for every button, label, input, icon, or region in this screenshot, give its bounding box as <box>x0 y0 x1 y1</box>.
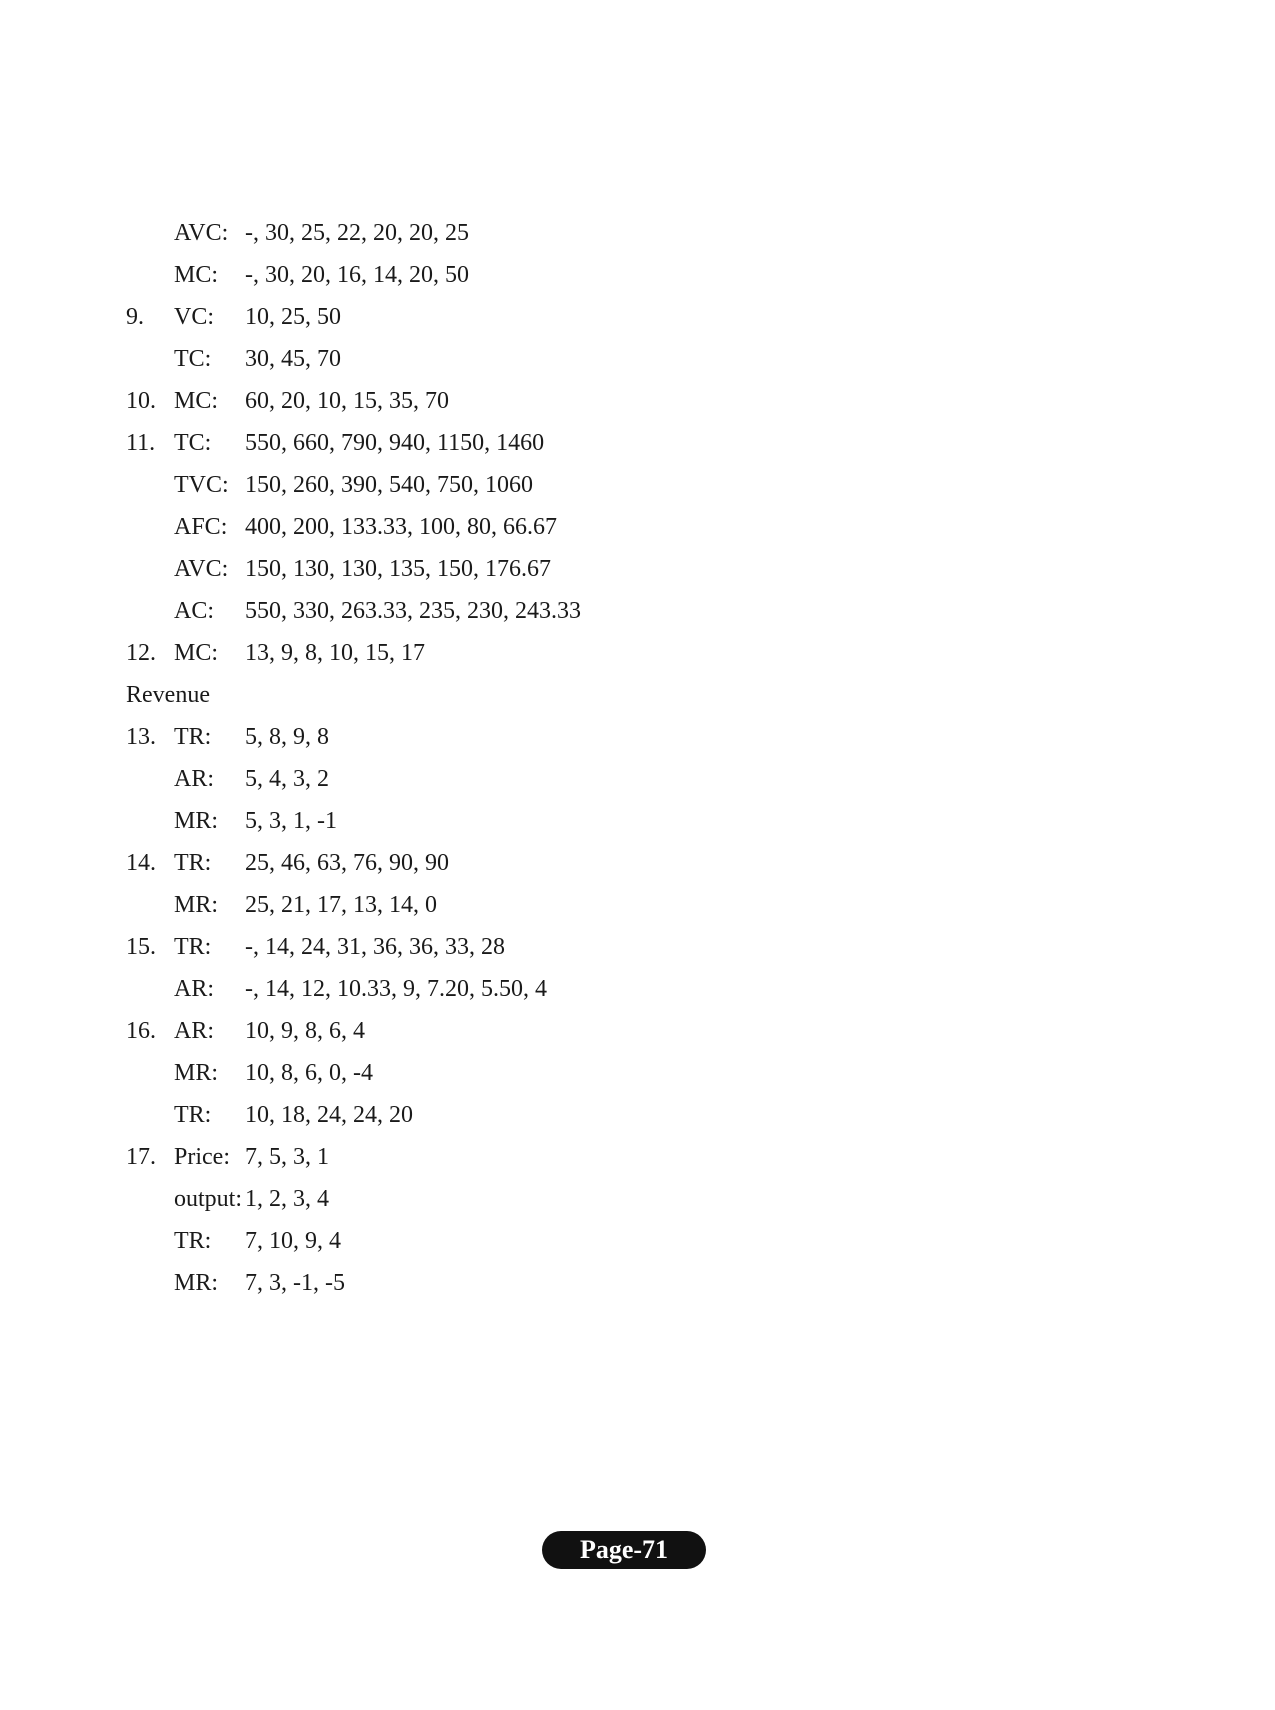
item-values: 10, 18, 24, 24, 20 <box>245 1102 413 1128</box>
item-number: 15. <box>126 934 156 960</box>
list-item <box>126 338 1026 380</box>
item-number: 17. <box>126 1144 156 1170</box>
list-item <box>126 884 1026 926</box>
list-item <box>126 380 1026 422</box>
item-label: AR: <box>174 1018 215 1044</box>
section-heading: Revenue <box>126 682 210 708</box>
list-item <box>126 1178 1026 1220</box>
item-values: 10, 25, 50 <box>245 304 341 330</box>
item-label: MC: <box>174 262 219 288</box>
item-values: 7, 5, 3, 1 <box>245 1144 329 1170</box>
list-item <box>126 464 1026 506</box>
item-values: 1, 2, 3, 4 <box>245 1186 329 1212</box>
item-values: 5, 3, 1, -1 <box>245 808 337 834</box>
section-heading-row <box>126 674 1026 716</box>
item-values: 5, 8, 9, 8 <box>245 724 329 750</box>
item-values: 60, 20, 10, 15, 35, 70 <box>245 388 449 414</box>
item-label: AR: <box>174 976 215 1002</box>
item-label: Price: <box>174 1144 230 1170</box>
item-values: 10, 8, 6, 0, -4 <box>245 1060 373 1086</box>
list-item <box>126 800 1026 842</box>
item-values: 550, 660, 790, 940, 1150, 1460 <box>245 430 545 456</box>
list-item <box>126 758 1026 800</box>
item-values: 25, 21, 17, 13, 14, 0 <box>245 892 437 918</box>
item-label: TR: <box>174 1102 212 1128</box>
item-values: 550, 330, 263.33, 235, 230, 243.33 <box>245 598 581 624</box>
item-label: TR: <box>174 1228 212 1254</box>
list-item <box>126 1094 1026 1136</box>
item-values: 150, 260, 390, 540, 750, 1060 <box>245 472 533 498</box>
item-values: 25, 46, 63, 76, 90, 90 <box>245 850 449 876</box>
item-label: MR: <box>174 892 219 918</box>
list-item <box>126 716 1026 758</box>
item-values: -, 14, 12, 10.33, 9, 7.20, 5.50, 4 <box>245 976 547 1002</box>
list-item <box>126 254 1026 296</box>
item-values: 10, 9, 8, 6, 4 <box>245 1018 365 1044</box>
item-number: 13. <box>126 724 156 750</box>
list-item <box>126 296 1026 338</box>
list-item <box>126 842 1026 884</box>
list-item <box>126 590 1026 632</box>
item-values: -, 30, 20, 16, 14, 20, 50 <box>245 262 469 288</box>
item-values: 5, 4, 3, 2 <box>245 766 329 792</box>
list-item <box>126 548 1026 590</box>
list-item <box>126 1052 1026 1094</box>
item-label: VC: <box>174 304 215 330</box>
item-label: AVC: <box>174 556 229 582</box>
item-number: 10. <box>126 388 156 414</box>
list-item <box>126 1010 1026 1052</box>
list-item <box>126 1262 1026 1304</box>
item-label: TR: <box>174 850 212 876</box>
list-item <box>126 926 1026 968</box>
item-label: TC: <box>174 430 212 456</box>
list-item <box>126 968 1026 1010</box>
page-number-badge: Page-71 <box>542 1531 706 1569</box>
item-label: AC: <box>174 598 215 624</box>
item-values: 400, 200, 133.33, 100, 80, 66.67 <box>245 514 557 540</box>
item-number: 14. <box>126 850 156 876</box>
item-values: 150, 130, 130, 135, 150, 176.67 <box>245 556 551 582</box>
item-values: 7, 3, -1, -5 <box>245 1270 345 1296</box>
list-item <box>126 632 1026 674</box>
item-label: MR: <box>174 1060 219 1086</box>
list-item <box>126 422 1026 464</box>
item-label: output: <box>174 1186 243 1212</box>
item-label: AR: <box>174 766 215 792</box>
item-label: AVC: <box>174 220 229 246</box>
item-values: -, 30, 25, 22, 20, 20, 25 <box>245 220 469 246</box>
item-label: TVC: <box>174 472 229 498</box>
list-item <box>126 1136 1026 1178</box>
item-label: TC: <box>174 346 212 372</box>
item-values: 13, 9, 8, 10, 15, 17 <box>245 640 425 666</box>
item-label: AFC: <box>174 514 228 540</box>
item-values: -, 14, 24, 31, 36, 36, 33, 28 <box>245 934 505 960</box>
item-label: MR: <box>174 1270 219 1296</box>
item-label: MC: <box>174 388 219 414</box>
item-label: TR: <box>174 934 212 960</box>
list-item <box>126 1220 1026 1262</box>
item-values: 30, 45, 70 <box>245 346 341 372</box>
item-number: 12. <box>126 640 156 666</box>
item-number: 9. <box>126 304 144 330</box>
item-label: MR: <box>174 808 219 834</box>
item-number: 16. <box>126 1018 156 1044</box>
item-label: TR: <box>174 724 212 750</box>
answer-list <box>126 212 1026 1304</box>
item-label: MC: <box>174 640 219 666</box>
item-values: 7, 10, 9, 4 <box>245 1228 341 1254</box>
list-item <box>126 212 1026 254</box>
list-item <box>126 506 1026 548</box>
item-number: 11. <box>126 430 156 456</box>
